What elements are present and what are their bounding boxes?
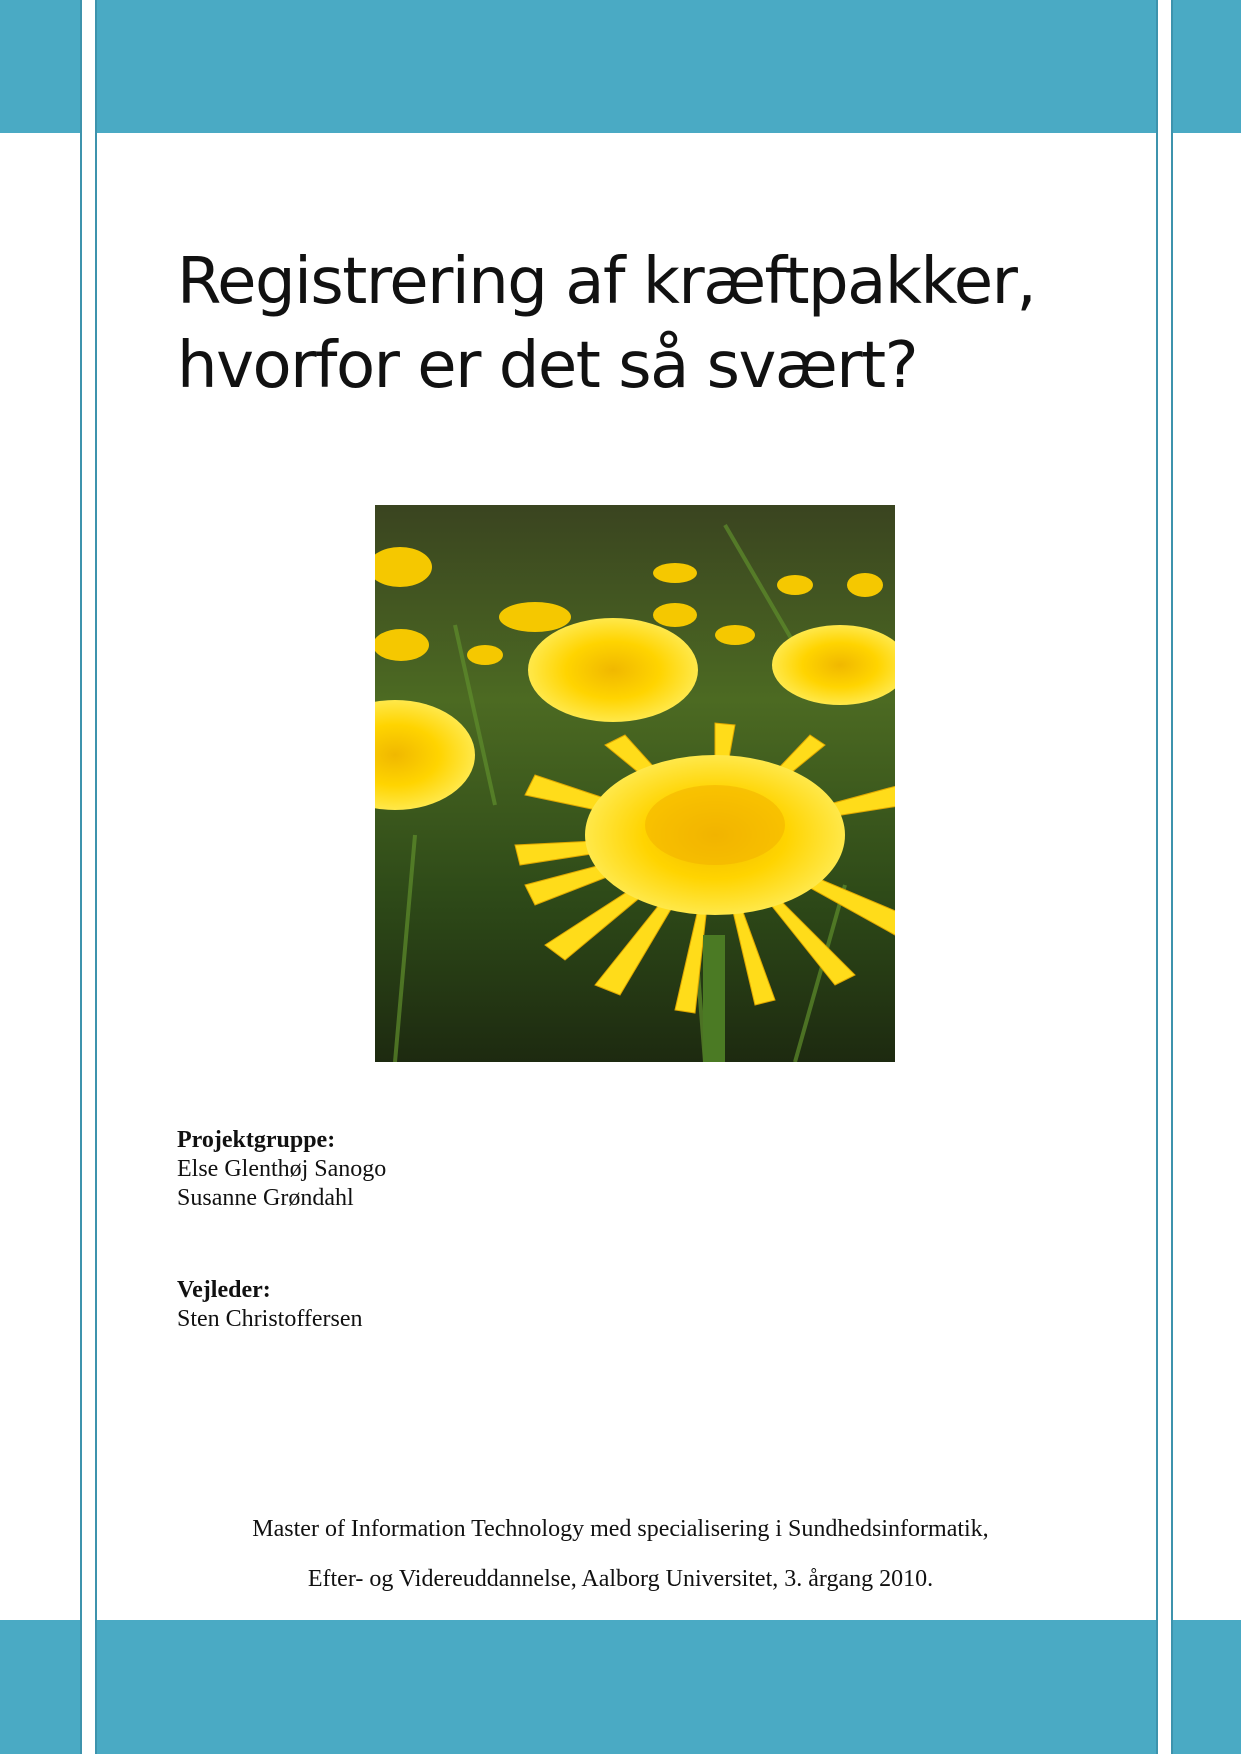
- dandelion-illustration: [375, 505, 895, 1062]
- bottom-band-left: [0, 1620, 80, 1754]
- cover-photo: [375, 505, 895, 1062]
- bottom-band-right: [1173, 1620, 1241, 1754]
- project-group-heading: Projektgruppe:: [177, 1127, 336, 1153]
- member-name: Susanne Grøndahl: [177, 1185, 354, 1211]
- member-name: Else Glenthøj Sanogo: [177, 1156, 387, 1182]
- bottom-band-center: [96, 1620, 1157, 1754]
- top-band-right: [1173, 0, 1241, 133]
- top-band-left: [0, 0, 80, 133]
- title-line-1: Registrering af kræftpakker,: [177, 245, 1036, 319]
- advisor: [177, 1276, 363, 1334]
- advisor-name: Sten Christoffersen: [177, 1306, 363, 1332]
- footer-line-2: Efter- og Videreuddannelse, Aalborg Universitet, 3. årgang 2010.: [307, 1566, 934, 1592]
- right-rule-outer: [1171, 0, 1173, 1754]
- document-title: [177, 240, 1137, 408]
- project-group: [177, 1126, 386, 1213]
- footer-line-1: Master of Information Technology med specialisering i Sundhedsinformatik,: [252, 1516, 989, 1542]
- title-line-2: hvorfor er det så svært?: [177, 329, 918, 403]
- advisor-heading: Vejleder:: [177, 1277, 271, 1303]
- right-rule-inner: [1156, 0, 1158, 1754]
- left-rule-inner: [95, 0, 97, 1754]
- top-band-center: [96, 0, 1157, 133]
- left-rule-outer: [80, 0, 82, 1754]
